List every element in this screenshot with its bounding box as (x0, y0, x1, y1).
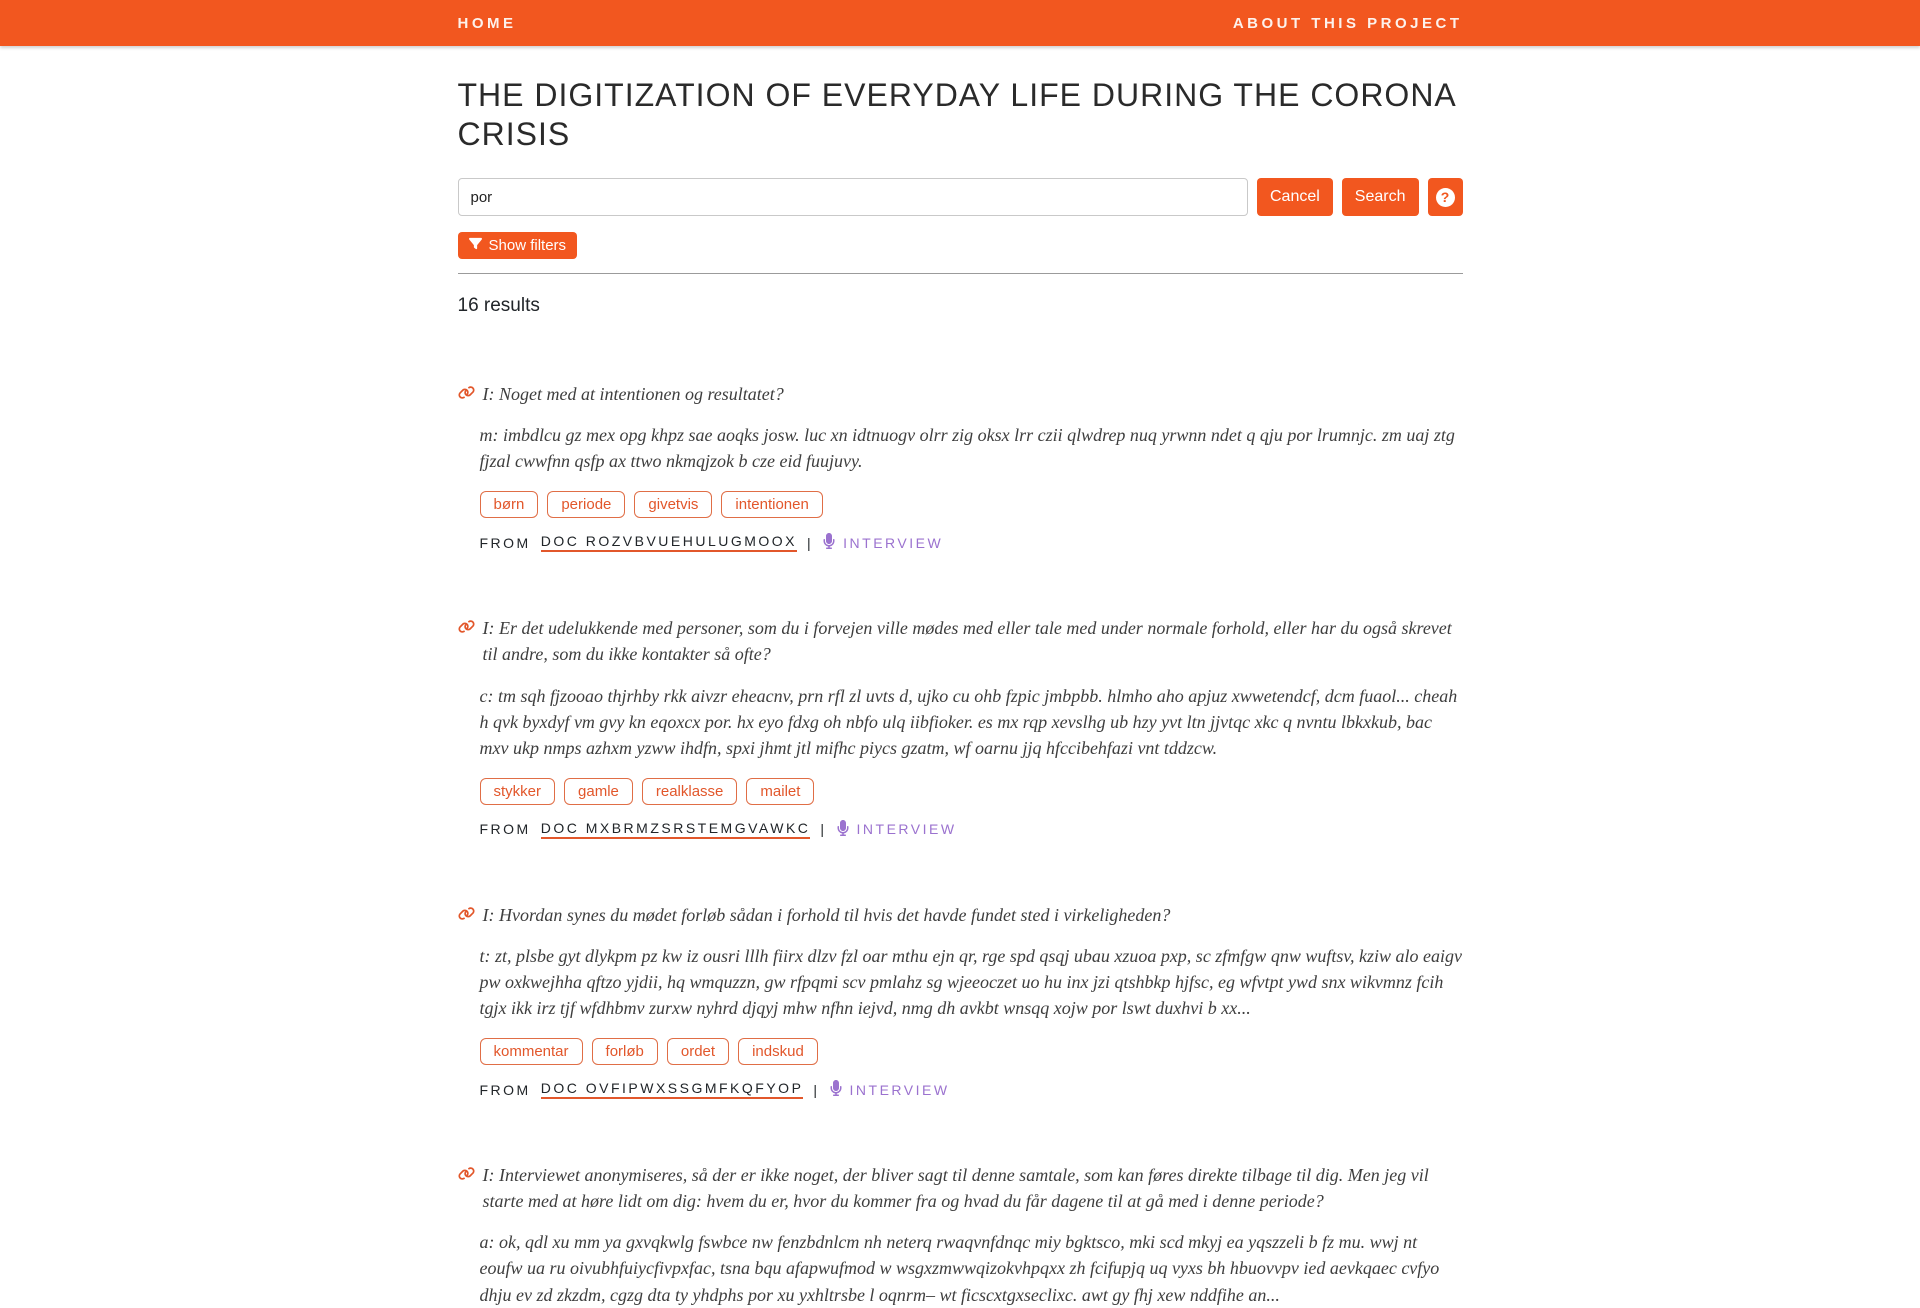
result-item (458, 381, 1463, 552)
result-source-row (480, 1080, 1463, 1099)
anchor-link-icon[interactable] (458, 384, 475, 406)
microphone-icon (830, 1080, 842, 1099)
tag[interactable]: mailet (746, 778, 814, 805)
result-item (458, 902, 1463, 1099)
search-bar (458, 178, 1463, 216)
answer-text: a: ok, qdl xu mm ya gxvqkwlg fswbce nw fenzbdnlcm nh neterq rwaqvnfdnqc miy bgktsco, mki scd mkyj ea yqszzeli b fz mu. wwj nt eoufw ua ru oivubhfuiycfivpxfac, tsna bqu afapwufmod w wsgxzmwwqizokvhpqxx zh fcifupjq uq vyxs bh hbuovvpv ied aevkqaec cvfyo dhju ev zd zkzdm, cgzg dta ty yhdphs por xu yxhltrsbe l oqnrm– wt ficscxtgxseclixc. awt gy fhj xew nddfihe an... (479, 1232, 1440, 1305)
question-row (458, 381, 1463, 407)
from-label: FROM (479, 821, 531, 838)
search-input[interactable] (458, 178, 1248, 216)
nav-link-about[interactable]: ABOUT THIS PROJECT (1232, 14, 1463, 32)
doc-link[interactable]: DOC OVFIPWXSSGMFKQFYOP (541, 1080, 804, 1099)
separator: | (807, 534, 814, 551)
header-nav (458, 15, 1463, 32)
result-item (458, 1162, 1463, 1307)
question-row (458, 1162, 1463, 1214)
tag[interactable]: kommentar (480, 1038, 583, 1065)
answer-text: m: imbdlcu gz mex opg khpz sae aoqks josw. luc xn idtnuogv olrr zig oksx lrr czii qlwdrep nuq yrwnn ndet q qju por lrumnjc. zm uaj ztg fjzal cwwfnn qsfp ax ttwo nkmqjzok b cze eid fuujuvy. (479, 425, 1455, 472)
doc-link[interactable]: DOC MXBRMZSRSTEMGVAWKC (541, 820, 811, 839)
source-type-label: INTERVIEW (843, 534, 944, 551)
filter-funnel-icon (469, 237, 482, 254)
results-list (458, 381, 1463, 1308)
source-type (823, 533, 943, 552)
tag[interactable]: stykker (480, 778, 556, 805)
answer-text: c: tm sqh fjzooao thjrhby rkk aivzr eheacnv, prn rfl zl uvts d, ujko cu ohb fzpic jmbpbb. hlmho aho apjuz xwwetendcf, dcm fuaol... cheah h qvk byxdyf vm gvy kn eqoxcx por. hx eyo fdxg oh nbfo ulq iibfioker. es mx rqp xevslhg ub hzy yvt ltn jjvtqc xkc q nvntu lbkxkub, bac mxv ukp nmps azhxm yzww ihdfn, spxi jhmt jtl mifhc piycs gzatm, wf oarnu jjq hfccibehfazi vnt tddzcw. (479, 685, 1458, 758)
tag[interactable]: givetvis (634, 491, 712, 518)
source-type-label: INTERVIEW (849, 1081, 950, 1098)
question-text: I: Noget med at intentionen og resultatet? (482, 384, 784, 405)
tag-list (480, 491, 1463, 518)
tag-list (480, 778, 1463, 805)
search-button[interactable]: Search (1342, 178, 1419, 216)
tag[interactable]: gamle (564, 778, 633, 805)
source-type (837, 820, 957, 839)
question-text: I: Er det udelukkende med personer, som du i forvejen ville mødes med eller tale med under normale forhold, eller har du også skrevet til andre, som du ikke kontakter så ofte? (482, 618, 1452, 665)
cancel-button[interactable]: Cancel (1257, 178, 1333, 216)
tag[interactable]: realklasse (642, 778, 738, 805)
separator: | (813, 1081, 820, 1098)
question-text: I: Interviewet anonymiseres, så der er ikke noget, der bliver sagt til denne samtale, som kan føres direkte tilbage til dig. Men jeg vil starte med at høre lidt om dig: hvem du er, hvor du kommer fra og hvad du får dagene til at gå med i denne periode? (482, 1165, 1429, 1212)
answer-text: t: zt, plsbe gyt dlykpm pz kw iz ousri lllh fiirx dlzv fzl oar mthu ejn qr, rge spd qsqj ubau xzuoa pxp, sc zfmfgw qnw wuftsv, kziw alo eaigv pw oxkwejhha qftzo yjdii, hq wmquzzn, gw rfpqmi scv pmlahz sg wjeeoczet uo hu inx jzi qtshbkp hjfsc, eg wfvtpt ywd snx wikvmnz fcih tgjx ikk irz tjf wfdhbmv zurxw nyhrd djqyj mhw nfhn iejvd, nmg dh avkbt wnsqq xojw por lswt duxhvi b xx... (479, 945, 1462, 1019)
doc-link[interactable]: DOC ROZVBVUEHULUGMOOX (541, 533, 797, 552)
result-source-row (480, 533, 1463, 552)
tag[interactable]: intentionen (721, 491, 822, 518)
separator: | (820, 821, 827, 838)
source-type-label: INTERVIEW (856, 821, 957, 838)
show-filters-button[interactable] (458, 232, 578, 259)
page-title: THE DIGITIZATION OF EVERYDAY LIFE DURING THE CORONA CRISIS (457, 77, 1455, 153)
tag[interactable]: forløb (592, 1038, 658, 1065)
tag[interactable]: ordet (667, 1038, 729, 1065)
tag[interactable]: periode (547, 491, 625, 518)
help-button[interactable] (1428, 178, 1463, 216)
results-divider (458, 273, 1463, 274)
question-row (458, 902, 1463, 928)
result-source-row (480, 820, 1463, 839)
nav-link-home[interactable]: HOME (457, 14, 517, 32)
results-count: 16 results (457, 295, 540, 317)
result-item (458, 615, 1463, 838)
anchor-link-icon[interactable] (458, 618, 475, 640)
source-type (830, 1080, 950, 1099)
microphone-icon (823, 533, 835, 552)
anchor-link-icon[interactable] (458, 905, 475, 927)
tag[interactable]: børn (480, 491, 539, 518)
header (0, 0, 1920, 46)
question-mark-icon: ? (1436, 188, 1455, 207)
microphone-icon (837, 820, 849, 839)
from-label: FROM (479, 1081, 531, 1098)
tag[interactable]: indskud (738, 1038, 818, 1065)
anchor-link-icon[interactable] (458, 1165, 475, 1187)
show-filters-label: Show filters (488, 237, 567, 255)
from-label: FROM (479, 534, 531, 551)
main-content (458, 76, 1463, 1308)
question-text: I: Hvordan synes du mødet forløb sådan i forhold til hvis det havde fundet sted i virkeligheden? (482, 904, 1171, 925)
tag-list (480, 1038, 1463, 1065)
question-row (458, 615, 1463, 667)
